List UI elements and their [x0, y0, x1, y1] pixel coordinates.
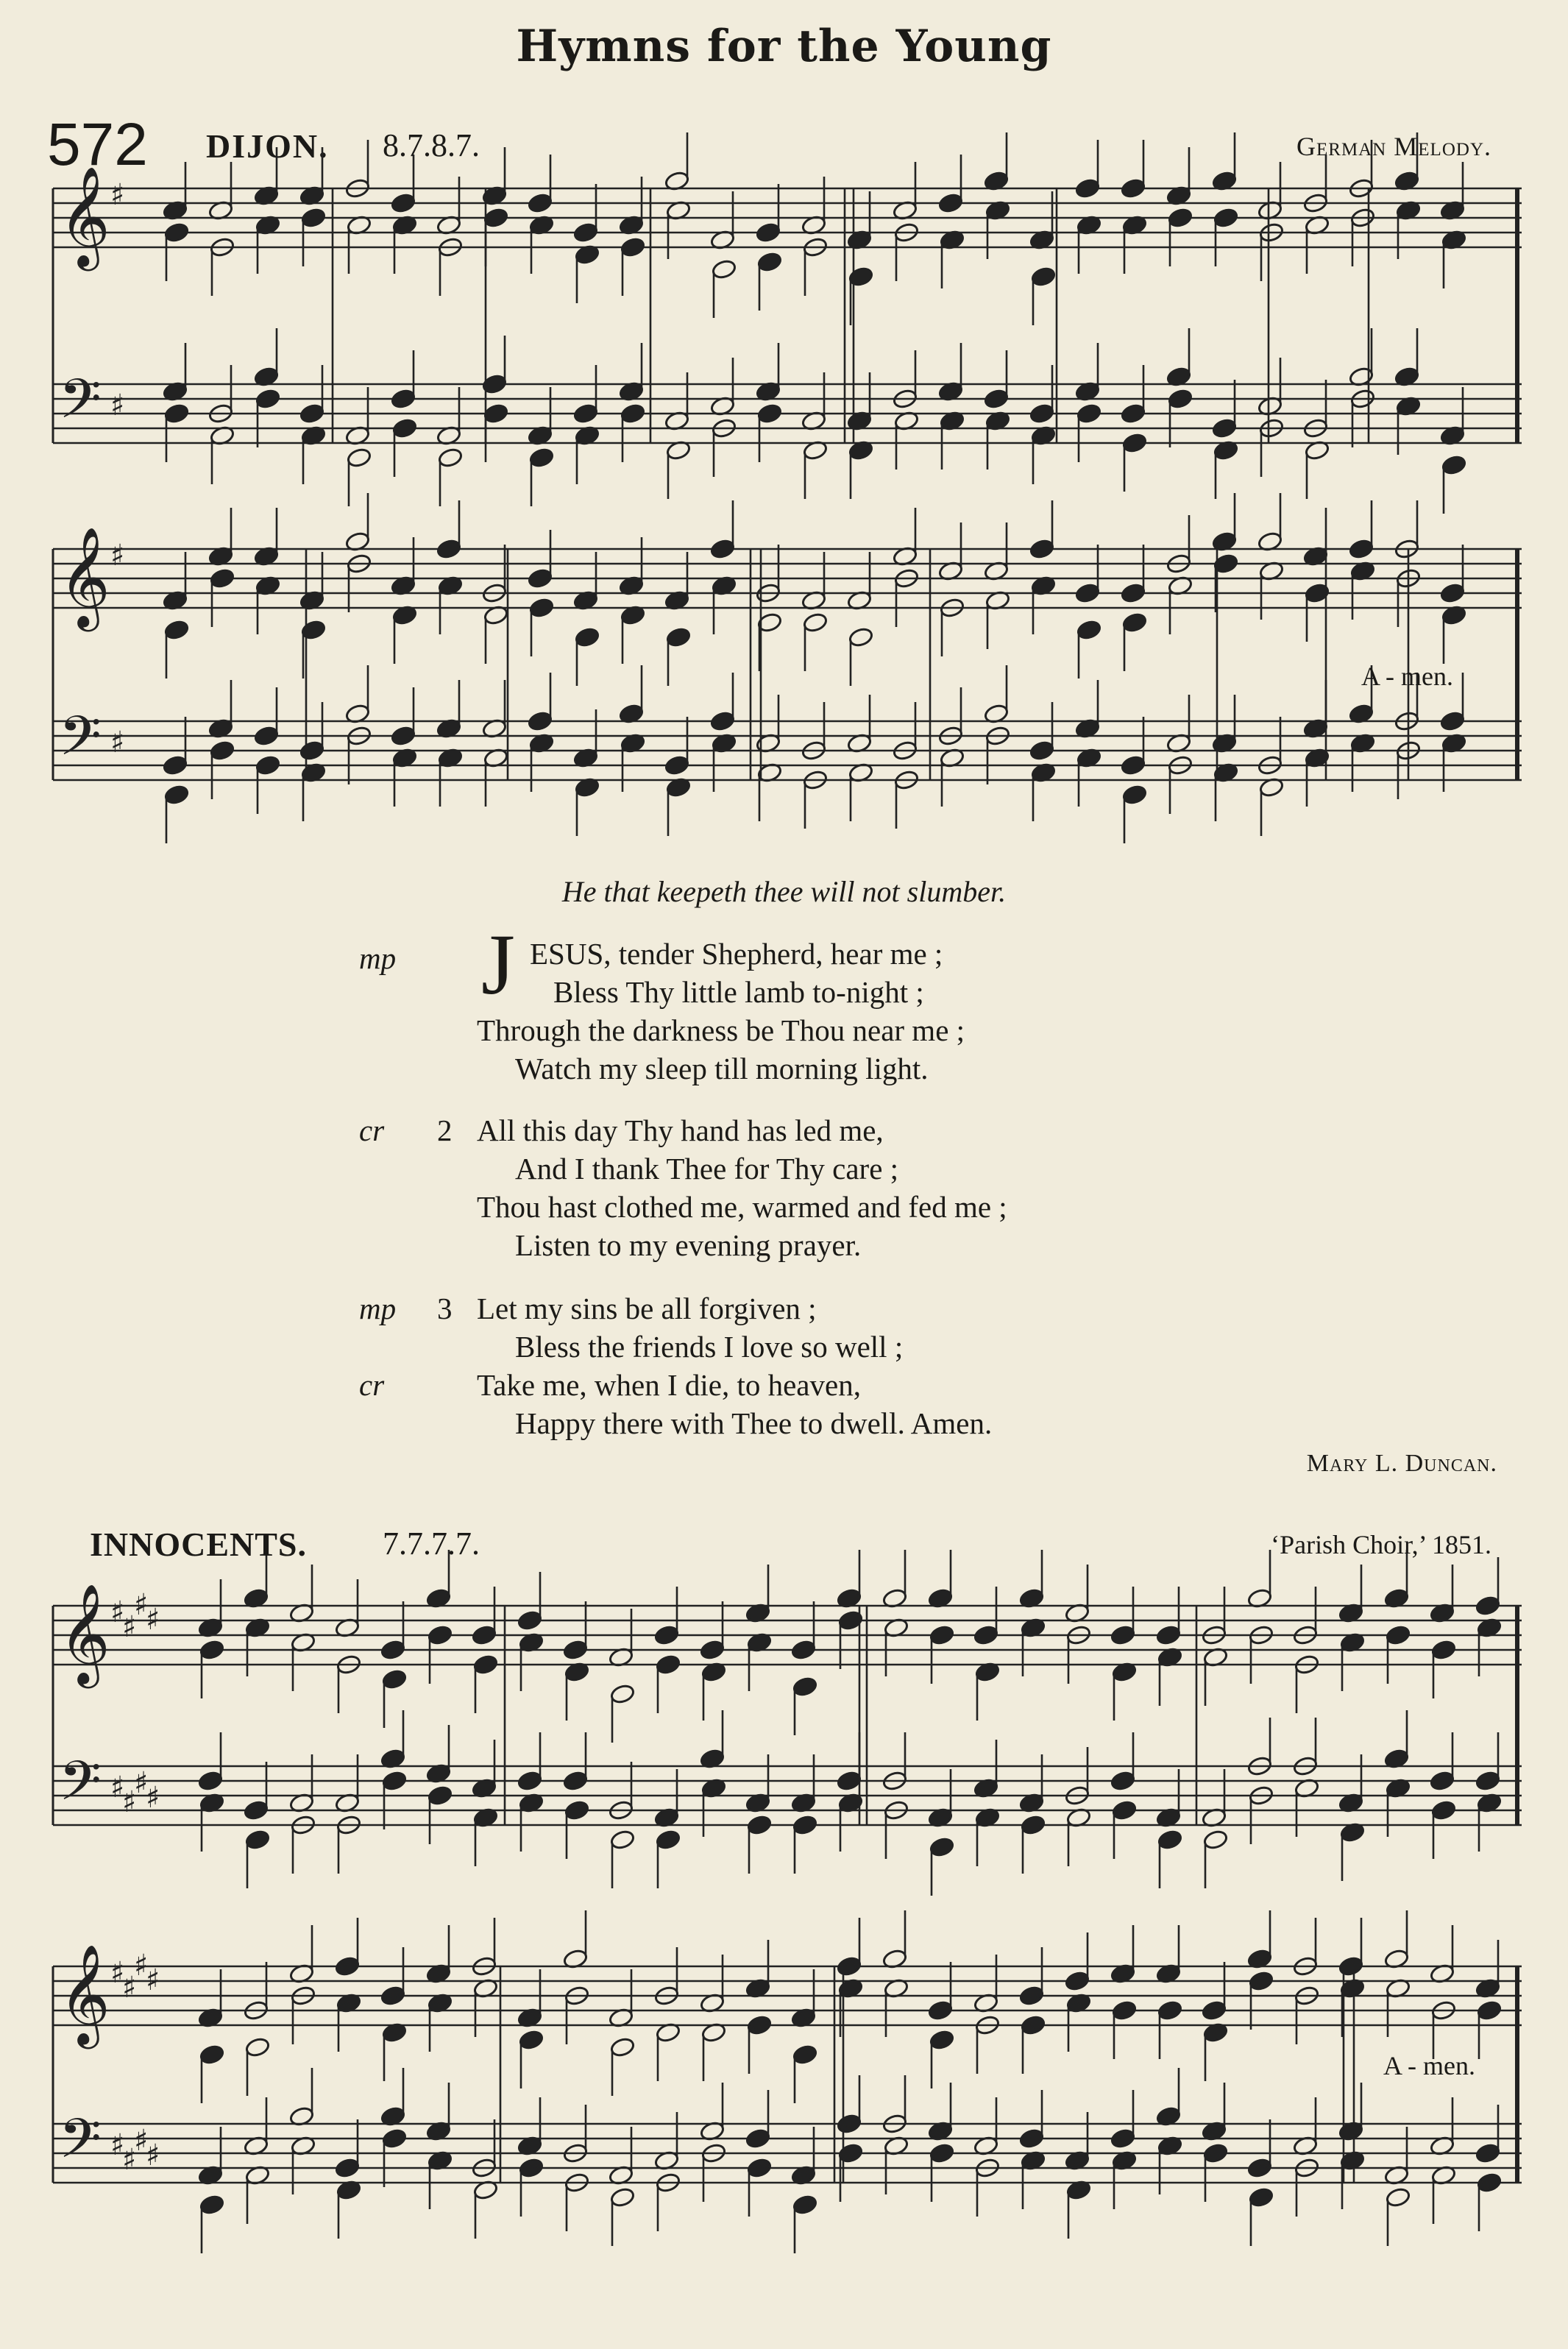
svg-text:𝄞: 𝄞	[59, 1943, 110, 2044]
tune-name: DIJON.	[206, 127, 329, 165]
svg-text:♯: ♯	[146, 1603, 160, 1637]
verse-1-dropcap: J	[481, 916, 515, 1013]
tune-attribution: German Melody.	[1296, 132, 1491, 161]
verse-2-number: 2	[437, 1113, 453, 1147]
svg-text:𝄞: 𝄞	[59, 1582, 110, 1684]
verse-2-line-1: All this day Thy hand has led me,	[477, 1113, 884, 1147]
svg-text:♯: ♯	[110, 726, 125, 759]
running-head: Hymns for the Young	[516, 21, 1052, 72]
verse-2-line-2: And I thank Thee for Thy care ;	[515, 1152, 899, 1186]
svg-text:♯: ♯	[134, 1588, 149, 1622]
svg-text:𝄢: 𝄢	[59, 367, 102, 444]
svg-text:♯: ♯	[110, 389, 125, 422]
epigraph: He that keepeth thee will not slumber.	[561, 875, 1007, 908]
tune2-name: INNOCENTS.	[90, 1526, 308, 1563]
svg-text:♯: ♯	[110, 1771, 125, 1804]
verse-1-line-1: ESUS, tender Shepherd, hear me ;	[530, 937, 943, 971]
svg-text:♯: ♯	[134, 1949, 149, 1983]
tune-meter: 8.7.8.7.	[383, 127, 480, 163]
verse-1-dynamic: mp	[359, 941, 397, 975]
svg-text:𝄢: 𝄢	[59, 704, 102, 782]
svg-text:♯: ♯	[110, 539, 125, 573]
amen-label: A - men.	[1361, 662, 1453, 691]
hymn-number: 572	[47, 111, 148, 178]
verse-3-number: 3	[437, 1292, 453, 1325]
svg-text:♯: ♯	[134, 1766, 149, 1800]
verse-3-line-1: Let my sins be all forgiven ;	[477, 1292, 817, 1325]
svg-text:𝄢: 𝄢	[59, 1749, 102, 1827]
svg-text:♯: ♯	[110, 1595, 125, 1629]
amen-label-2: A - men.	[1383, 2051, 1475, 2080]
verse-2-dynamic: cr	[359, 1113, 385, 1147]
svg-text:♯: ♯	[122, 1785, 137, 1819]
svg-text:♯: ♯	[134, 2124, 149, 2158]
svg-text:♯: ♯	[110, 1956, 125, 1990]
verse-3-line-3: Take me, when I die, to heaven,	[477, 1368, 861, 1402]
svg-text:𝄞: 𝄞	[59, 525, 110, 627]
svg-text:♯: ♯	[146, 2139, 160, 2172]
svg-text:♯: ♯	[122, 1610, 137, 1644]
tune2-attribution: ‘Parish Choir,’ 1851.	[1271, 1530, 1491, 1559]
tune2-meter: 7.7.7.7.	[383, 1526, 480, 1562]
svg-text:♯: ♯	[146, 1963, 160, 1997]
verse-1-line-2: Bless Thy little lamb to-night ;	[553, 975, 924, 1009]
svg-text:♯: ♯	[122, 2143, 137, 2177]
verse-2-line-3: Thou hast clothed me, warmed and fed me ;	[477, 1190, 1007, 1224]
verse-1-line-3: Through the darkness be Thou near me ;	[477, 1013, 965, 1047]
verse-3-dynamic-2: cr	[359, 1368, 385, 1402]
verse-2-line-4: Listen to my evening prayer.	[515, 1228, 862, 1262]
verse-3-line-4: Happy there with Thee to dwell. Amen.	[515, 1406, 993, 1440]
verse-3-line-2: Bless the friends I love so well ;	[515, 1330, 904, 1364]
verse-3-dynamic: mp	[359, 1292, 397, 1325]
svg-text:♯: ♯	[110, 2128, 125, 2162]
verse-1-line-4: Watch my sleep till morning light.	[515, 1052, 929, 1085]
svg-text:𝄞: 𝄞	[59, 165, 110, 266]
svg-text:♯: ♯	[146, 1781, 160, 1815]
svg-text:♯: ♯	[110, 178, 125, 212]
svg-text:𝄢: 𝄢	[59, 2107, 102, 2184]
hymn-author: Mary L. Duncan.	[1306, 1450, 1497, 1477]
svg-text:♯: ♯	[122, 1971, 137, 2005]
